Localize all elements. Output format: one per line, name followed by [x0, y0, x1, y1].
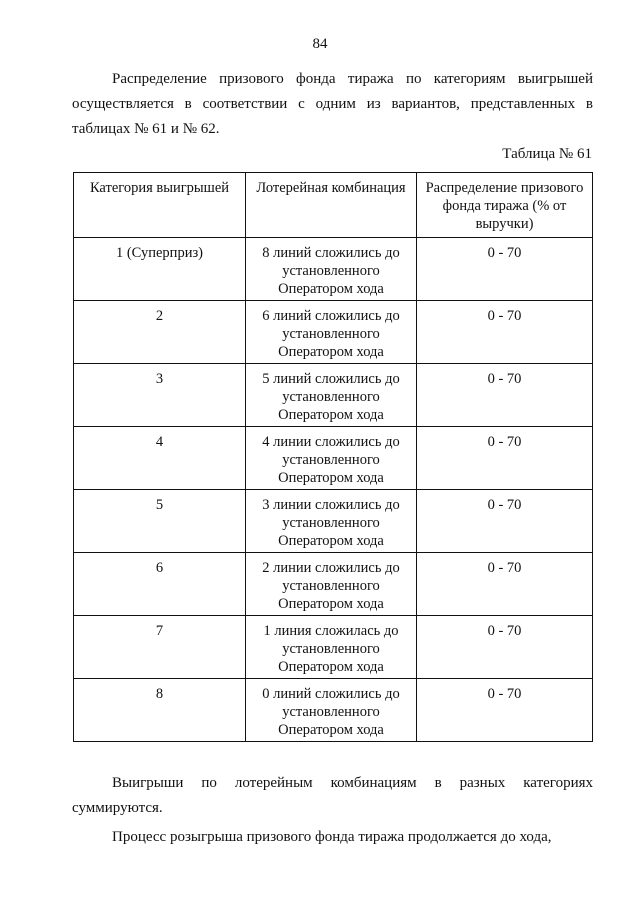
- intro-paragraph: Распределение призового фонда тиража по категориям выигрышей осуществляется в соответствии с одним из вариантов, представленных в таблицах № 61 и № 62.: [72, 71, 593, 137]
- cell-category: 8: [74, 679, 246, 742]
- cell-share: 0 - 70: [417, 616, 593, 679]
- header-distribution: Распределение призового фонда тиража (% от выручки): [417, 173, 593, 238]
- table-row: [74, 553, 593, 616]
- table-caption: Таблица № 61: [502, 146, 592, 162]
- summation-paragraph: Выигрыши по лотерейным комбинациям в разных категориях суммируются.: [72, 775, 593, 816]
- table-row: [74, 301, 593, 364]
- cell-combination: 0 линий сложились до установленного Оператором хода: [246, 679, 417, 742]
- cell-category: 1 (Суперприз): [74, 238, 246, 301]
- cell-combination: 4 линии сложились до установленного Оператором хода: [246, 427, 417, 490]
- page-number: 84: [312, 36, 328, 52]
- prize-distribution-table: [73, 172, 593, 742]
- cell-combination: 6 линий сложились до установленного Оператором хода: [246, 301, 417, 364]
- cell-combination: 2 линии сложились до установленного Оператором хода: [246, 553, 417, 616]
- cell-share: 0 - 70: [417, 301, 593, 364]
- cell-share: 0 - 70: [417, 238, 593, 301]
- cell-category: 7: [74, 616, 246, 679]
- cell-share: 0 - 70: [417, 490, 593, 553]
- cell-combination: 3 линии сложились до установленного Оператором хода: [246, 490, 417, 553]
- cell-share: 0 - 70: [417, 679, 593, 742]
- cell-combination: 8 линий сложились до установленного Оператором хода: [246, 238, 417, 301]
- cell-category: 4: [74, 427, 246, 490]
- table-row: [74, 679, 593, 742]
- process-paragraph: Процесс розыгрыша призового фонда тиража продолжается до хода,: [112, 829, 552, 845]
- header-category: Категория выигрышей: [74, 173, 246, 238]
- cell-category: 2: [74, 301, 246, 364]
- table-row: [74, 427, 593, 490]
- table-row: [74, 238, 593, 301]
- cell-share: 0 - 70: [417, 553, 593, 616]
- cell-combination: 5 линий сложились до установленного Оператором хода: [246, 364, 417, 427]
- table-row: [74, 490, 593, 553]
- table-row: [74, 616, 593, 679]
- cell-share: 0 - 70: [417, 364, 593, 427]
- cell-combination: 1 линия сложилась до установленного Оператором хода: [246, 616, 417, 679]
- header-combination: Лотерейная комбинация: [246, 173, 417, 238]
- table-row: [74, 364, 593, 427]
- cell-share: 0 - 70: [417, 427, 593, 490]
- cell-category: 3: [74, 364, 246, 427]
- cell-category: 5: [74, 490, 246, 553]
- cell-category: 6: [74, 553, 246, 616]
- table-header-row: [74, 173, 593, 238]
